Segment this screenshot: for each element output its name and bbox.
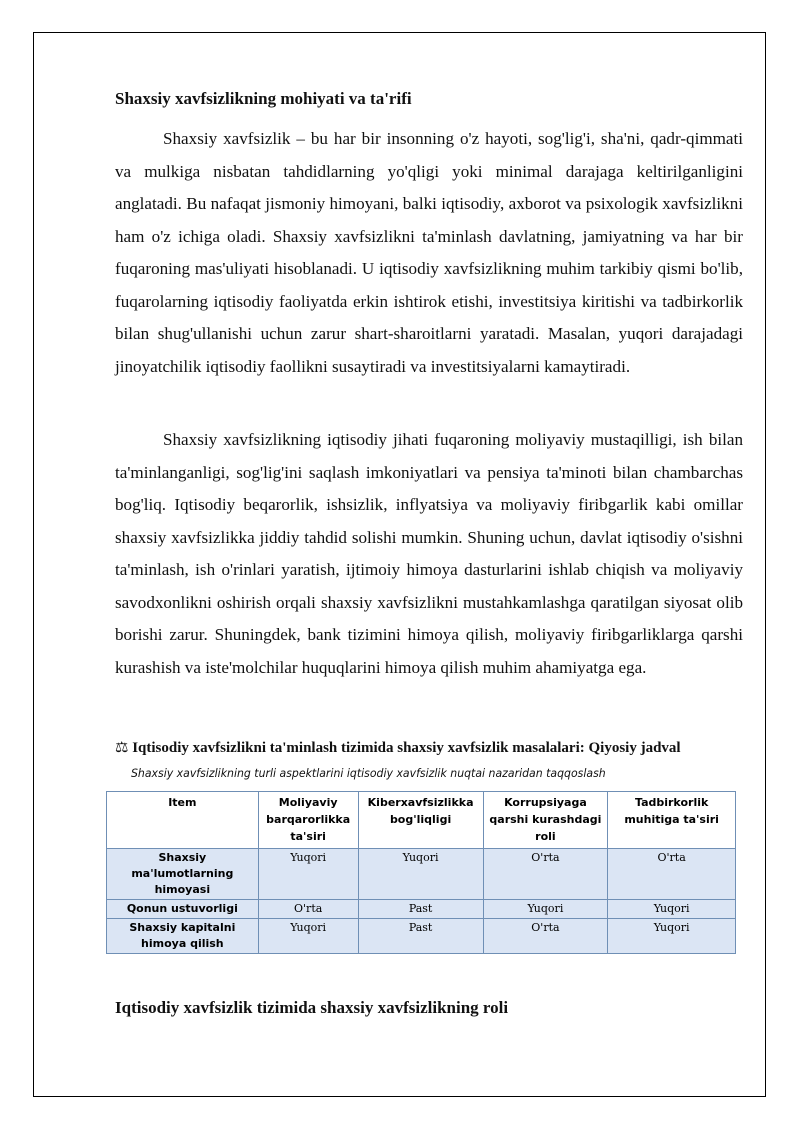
table-cell: O'rta — [258, 900, 358, 919]
table-cell: Yuqori — [483, 900, 608, 919]
row-label: Shaxsiy ma'lumotlarning himoyasi — [107, 849, 259, 900]
table-cell: O'rta — [483, 849, 608, 900]
col-header-business: Tadbirkorlik muhitiga ta'siri — [608, 792, 736, 849]
table-row — [107, 919, 736, 954]
table-row — [107, 900, 736, 919]
table-subtitle: Shaxsiy xavfsizlikning turli aspektlarini iqtisodiy xavfsizlik nuqtai nazaridan taqqoslash — [131, 766, 606, 780]
section-heading-2: Iqtisodiy xavfsizlik tizimida shaxsiy xavfsizlikning roli — [115, 998, 509, 1017]
section-heading-1: Shaxsiy xavfsizlikning mohiyati va ta'rifi — [115, 89, 412, 108]
table-cell: O'rta — [483, 919, 608, 954]
table-title-text: Iqtisodiy xavfsizlikni ta'minlash tizimida shaxsiy xavfsizlik masalalari: Qiyosiy jadval — [132, 740, 681, 756]
table-row — [107, 849, 736, 900]
col-header-financial: Moliyaviy barqarorlikka ta'siri — [258, 792, 358, 849]
table-cell: Yuqori — [258, 849, 358, 900]
table-header-row — [107, 792, 736, 849]
table-cell: Past — [358, 919, 483, 954]
col-header-cyber: Kiberxavfsizlikka bog'liqligi — [358, 792, 483, 849]
table-cell: Yuqori — [608, 919, 736, 954]
paragraph-1: Shaxsiy xavfsizlik – bu har bir insonning o'z hayoti, sog'lig'i, sha'ni, qadr-qimmati va mulkiga nisbatan tahdidlarning yo'qligi yoki minimal darajaga keltirilganligini anglatadi. Bu nafaqat jismoniy himoyani, balki iqtisodiy, axborot va psixologik xavfsizlikni ham o'z ichiga oladi. Shaxsiy xavfsizlikni ta'minlash davlatning, jamiyatning va har bir fuqaroning mas'uliyati hisoblanadi. U iqtisodiy xavfsizlikning muhim tarkibiy qismi bo'lib, fuqarolarning iqtisodiy faoliyatda erkin ishtirok etishi, investitsiya kiritishi va tadbirkorlik bilan shug'ullanishi uchun zarur shart-sharoitlarni yaratadi. Masalan, yuqori darajadagi jinoyatchilik iqtisodiy faollikni susaytiradi va investitsiyalarni kamaytiradi. — [115, 129, 743, 376]
table-cell: Yuqori — [258, 919, 358, 954]
table-cell: Yuqori — [608, 900, 736, 919]
col-header-corruption: Korrupsiyaga qarshi kurashdagi roli — [483, 792, 608, 849]
table-cell: Yuqori — [358, 849, 483, 900]
table-cell: Past — [358, 900, 483, 919]
scale-icon: ⚖ — [115, 740, 129, 756]
table-title — [115, 738, 681, 757]
col-header-item: Item — [107, 792, 259, 849]
table-cell: O'rta — [608, 849, 736, 900]
comparison-table — [106, 791, 736, 954]
row-label: Qonun ustuvorligi — [107, 900, 259, 919]
paragraph-2: Shaxsiy xavfsizlikning iqtisodiy jihati fuqaroning moliyaviy mustaqilligi, ish bilan ta'minlanganligi, sog'lig'ini saqlash imkoniyatlari va pensiya ta'minoti bilan chambarchas bog'liq. Iqtisodiy beqarorlik, ishsizlik, inflyatsiya va moliyaviy firibgarlik kabi omillar shaxsiy xavfsizlikka jiddiy tahdid solishi mumkin. Shuning uchun, davlat iqtisodiy o'sishni ta'minlash, ish o'rinlari yaratish, ijtimoiy himoya dasturlarini ishlab chiqish va moliyaviy savodxonlikni oshirish orqali shaxsiy xavfsizlikni mustahkamlashga qaratilgan siyosat olib borishi zarur. Shuningdek, bank tizimini himoya qilish, moliyaviy firibgarliklarga qarshi kurashish va iste'molchilar huquqlarini himoya qilish muhim ahamiyatga ega. — [115, 430, 743, 677]
row-label: Shaxsiy kapitalni himoya qilish — [107, 919, 259, 954]
